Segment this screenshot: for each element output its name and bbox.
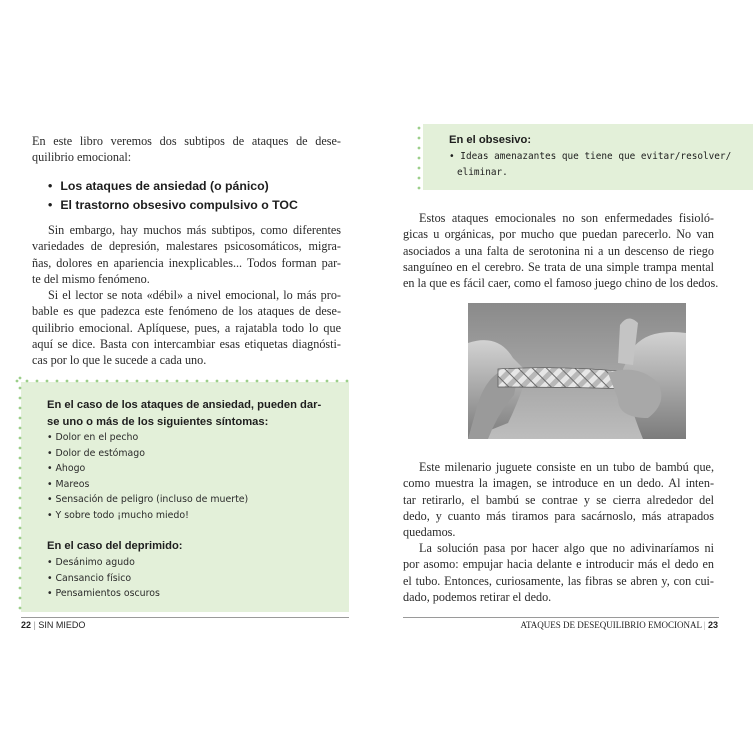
text-line: Estos ataques emocionales no son enfermedades fisioló- — [419, 211, 714, 225]
text-line: quilibrio emocional: — [32, 150, 132, 165]
list-item: • Y sobre todo ¡mucho miedo! — [47, 508, 248, 524]
footer-rule — [21, 617, 349, 618]
text-line: bable es que padezca este fenómeno de los ataques de dese- — [32, 304, 341, 319]
left-page — [0, 0, 376, 753]
text-line: asociados a una falta de serotonina ni a un descenso de riego — [403, 243, 714, 258]
reader-paragraph — [32, 287, 341, 368]
page-number: 22 — [21, 620, 32, 630]
text-line: aquí se dice. Basta con intercambiar esas etiquetas diagnósti- — [32, 336, 341, 351]
symptom-list — [47, 430, 248, 524]
dotted-edge-decoration — [13, 374, 27, 618]
text-line: Si el lector se nota «débil» a nivel emocional, lo más pro- — [48, 288, 341, 302]
text-line: ñas, dolores en apariencia inexplicables... Todos forman par- — [32, 255, 341, 270]
emotional-attacks-paragraph — [403, 210, 719, 291]
page-number: 23 — [707, 620, 718, 630]
running-title: ATAQUES DE DESEQUILIBRIO EMOCIONAL — [520, 620, 702, 630]
text-line: En este libro veremos dos subtipos de ataques de dese- — [32, 134, 341, 148]
subtypes-paragraph — [32, 222, 341, 287]
list-item: • Cansancio físico — [47, 571, 160, 587]
text-line: La solución pasa por hacer algo que no adivinaríamos ni — [419, 541, 714, 555]
list-item: • Desánimo agudo — [47, 555, 160, 571]
toy-paragraph — [403, 459, 714, 540]
list-item: • Ahogo — [47, 461, 248, 477]
text-line: dedo, y cuanto más tiramos para sacárnoslo, más atrapados — [403, 508, 714, 523]
text-line: Este milenario juguete consiste en un tubo de bambú que, — [419, 460, 714, 474]
text-line: Ideas amenazantes que tiene que evitar/resolver/ — [460, 151, 732, 162]
right-footer — [520, 620, 718, 630]
text-line: por asomo: empujar hacia delante e introducir más el dedo en — [403, 557, 714, 572]
text-line: te del mismo fenómeno. — [32, 271, 150, 286]
anxiety-heading: En el caso de los ataques de ansiedad, pueden dar- — [47, 399, 322, 411]
intro-paragraph — [32, 133, 341, 166]
text-line: tar retirarlo, el bambú se contrae y se cierra alrededor del — [403, 492, 714, 507]
text-line: como muestra la imagen, se introduce en un dedo. Al inten- — [403, 476, 714, 491]
text-line: cas por lo que le sucede a cada uno. — [32, 353, 207, 368]
list-item: • Mareos — [47, 477, 248, 493]
text-line: en la que es fácil caer, como el famoso juego chino de los dedos. — [403, 276, 719, 291]
text-line: el tubo. Entonces, curiosamente, las fibras se abren y, con cui- — [403, 573, 714, 588]
list-item: • Sensación de peligro (incluso de muerte) — [47, 492, 248, 508]
bullet-item: • Los ataques de ansiedad (o pánico) — [48, 177, 298, 196]
dotted-edge-decoration — [412, 124, 426, 190]
text-line: quilibrio emocional. Aplíquese, pues, a rajatabla todo lo que — [32, 320, 341, 335]
obsessive-item-continuation: eliminar. — [457, 167, 508, 178]
dotted-edge-decoration — [13, 374, 357, 388]
text-line: gicas u orgánicas, por mucho que puedan parecerlo. No van — [403, 227, 714, 242]
footer-separator: | — [703, 620, 706, 630]
list-item: • Dolor de estómago — [47, 446, 248, 462]
obsessive-heading: En el obsesivo: — [449, 134, 532, 146]
text-line: dado, podemos retirar el dedo. — [403, 589, 552, 604]
text-line: variedades de depresión, malestares psicosomáticos, migra- — [32, 239, 341, 254]
anxiety-heading: se uno o más de los siguientes síntomas: — [47, 416, 269, 428]
obsessive-item: • Ideas amenazantes que tiene que evitar/resolver/ — [449, 151, 732, 162]
depressed-heading: En el caso del deprimido: — [47, 540, 183, 552]
finger-trap-photo — [468, 303, 686, 439]
symptoms-box — [21, 382, 349, 612]
subtype-bullet-list — [48, 177, 298, 215]
text-line: sanguíneo en el cerebro. Se trata de una simple trampa mental — [403, 259, 714, 274]
left-footer: 22 | SIN MIEDO — [21, 620, 86, 630]
list-item: • Dolor en el pecho — [47, 430, 248, 446]
depressed-list — [47, 555, 160, 602]
text-line: Sin embargo, hay muchos más subtipos, como diferentes — [48, 223, 341, 237]
bullet-item: • El trastorno obsesivo compulsivo o TOC — [48, 196, 298, 215]
list-item: • Pensamientos oscuros — [47, 586, 160, 602]
solution-paragraph — [403, 540, 714, 605]
text-line: quedamos. — [403, 525, 456, 540]
running-title: SIN MIEDO — [38, 620, 86, 630]
obsessive-box — [423, 124, 753, 190]
footer-rule — [403, 617, 719, 618]
